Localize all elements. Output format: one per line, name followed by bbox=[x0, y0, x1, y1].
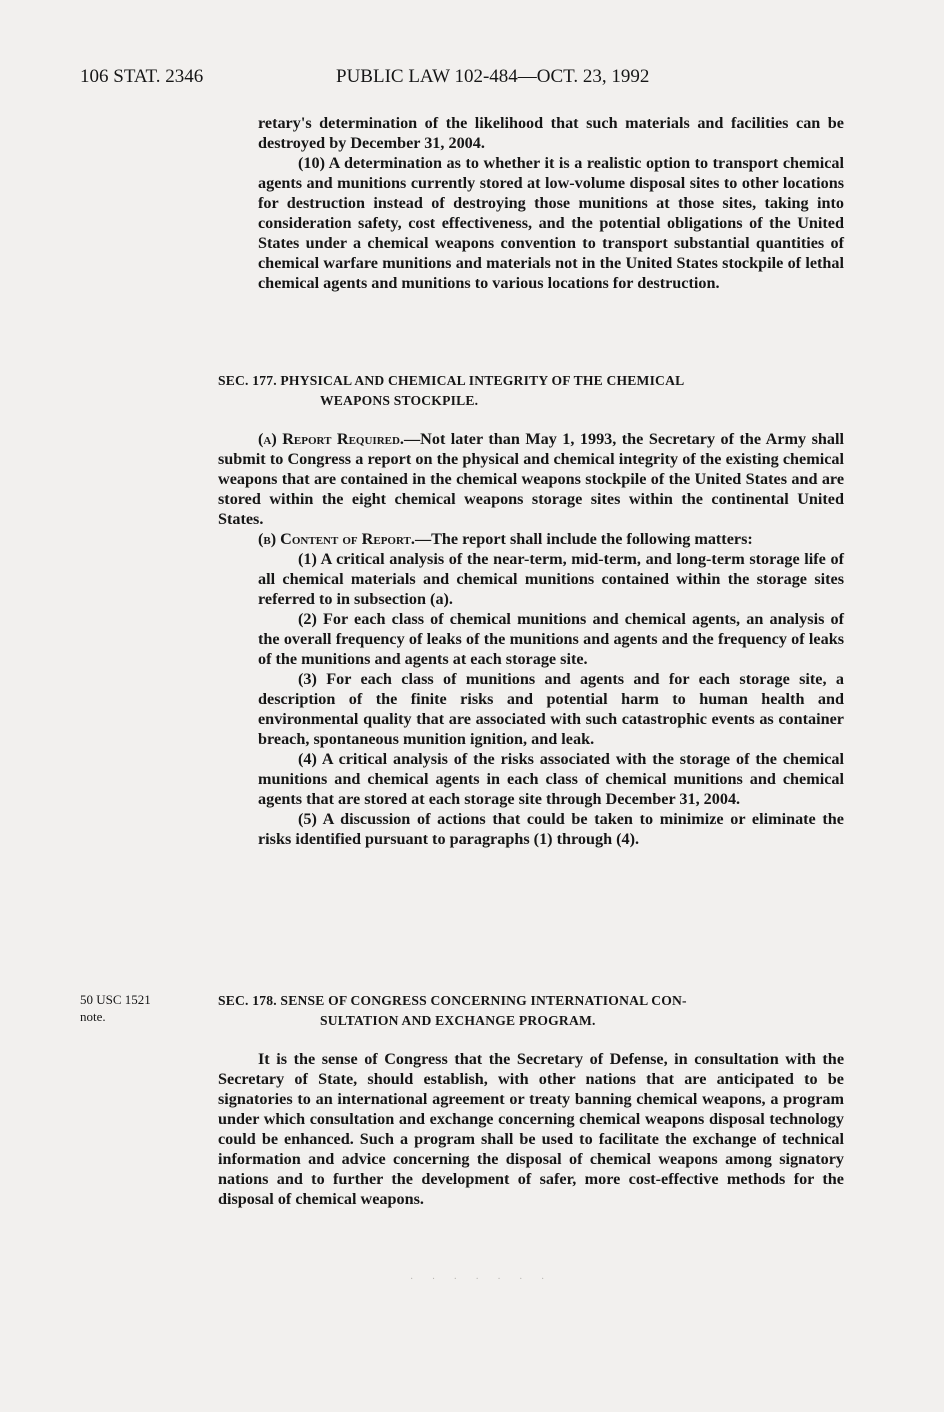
section-177-heading-line2: WEAPONS STOCKPILE. bbox=[320, 393, 479, 408]
subsection-a bbox=[218, 429, 844, 529]
subsection-a-text: —Not later than May 1, 1993, the Secretary of the Army shall submit to Congress a report on the physical and chemical integrity of the existing chemical weapons that are contained in the chemical weapons stockpile of the United States and are stored within the eight chemical weapons storage sites within the continental United States. bbox=[218, 430, 844, 528]
paragraph-10: (10) A determination as to whether it is a realistic option to transport chemical agents and munitions currently stored at low-volume disposal sites to other locations for destruction instead of destroying those munitions at those sites, taking into consideration safety, cost effectiveness, and the potential obligations of the United States under a chemical weapons convention to transport substantial quantities of chemical warfare munitions and materials not in the United States stockpile of lethal chemical agents and munitions to various locations for destruction. bbox=[258, 154, 844, 292]
subsection-b-label: (b) Content of Report. bbox=[258, 530, 415, 548]
section-177-heading-line1: SEC. 177. PHYSICAL AND CHEMICAL INTEGRITY OF THE CHEMICAL bbox=[218, 373, 685, 388]
public-law-title: PUBLIC LAW 102-484—OCT. 23, 1992 bbox=[336, 66, 650, 87]
margin-note bbox=[80, 991, 200, 1025]
continuation-paragraph: retary's determination of the likelihood that such materials and facilities can be destroyed by December 31, 2004. bbox=[258, 114, 844, 152]
section-178-heading bbox=[218, 991, 844, 1031]
item-1: (1) A critical analysis of the near-term, mid-term, and long-term storage life of all chemical materials and chemical munitions contained within the storage sites referred to in subsection (a). bbox=[258, 550, 844, 608]
section-178-text: It is the sense of Congress that the Secretary of Defense, in consultation with the Secretary of State, should establish, with other nations that are anticipated to be signatories to an international agreement or treaty banning chemical weapons, a program under which consultation and exchange concerning chemical weapons disposal technology could be enhanced. Such a program shall be used to facilitate the exchange of technical information and advice concerning the disposal of chemical weapons among signatory nations and to further the development of safer, more cost-effective methods for the disposal of chemical weapons. bbox=[218, 1050, 844, 1208]
item-3: (3) For each class of munitions and agents and for each storage site, a description of the finite risks and potential harm to human health and environmental quality that are associated with such catastrophic events as container breach, spontaneous munition ignition, and leak. bbox=[258, 670, 844, 748]
section-177 bbox=[218, 371, 844, 849]
margin-note-citation: 50 USC 1521 bbox=[80, 992, 151, 1007]
margin-note-label: note. bbox=[80, 1009, 106, 1024]
decorative-speckle: · · · · · · · bbox=[410, 1274, 553, 1285]
section-178-heading-line1: SEC. 178. SENSE OF CONGRESS CONCERNING INTERNATIONAL CON- bbox=[218, 993, 687, 1008]
section-178-heading-line2: SULTATION AND EXCHANGE PROGRAM. bbox=[320, 1013, 596, 1028]
stat-citation: 106 STAT. 2346 bbox=[80, 66, 204, 87]
subsection-a-label: (a) Report Required. bbox=[258, 430, 404, 448]
item-5: (5) A discussion of actions that could be taken to minimize or eliminate the risks identified pursuant to paragraphs (1) through (4). bbox=[258, 810, 844, 848]
section-178 bbox=[218, 991, 844, 1209]
intro-block bbox=[218, 113, 844, 293]
subsection-b-text: —The report shall include the following matters: bbox=[414, 530, 753, 548]
item-2: (2) For each class of chemical munitions and chemical agents, an analysis of the overall frequency of leaks of the munitions and agents and the frequency of leaks of the munitions and agents at each storage site. bbox=[258, 610, 844, 668]
subsection-b bbox=[218, 529, 844, 549]
item-4: (4) A critical analysis of the risks associated with the storage of the chemical munitions and chemical agents in each class of chemical munitions and chemical agents that are stored at each storage site through December 31, 2004. bbox=[258, 750, 844, 808]
section-177-heading bbox=[218, 371, 844, 411]
